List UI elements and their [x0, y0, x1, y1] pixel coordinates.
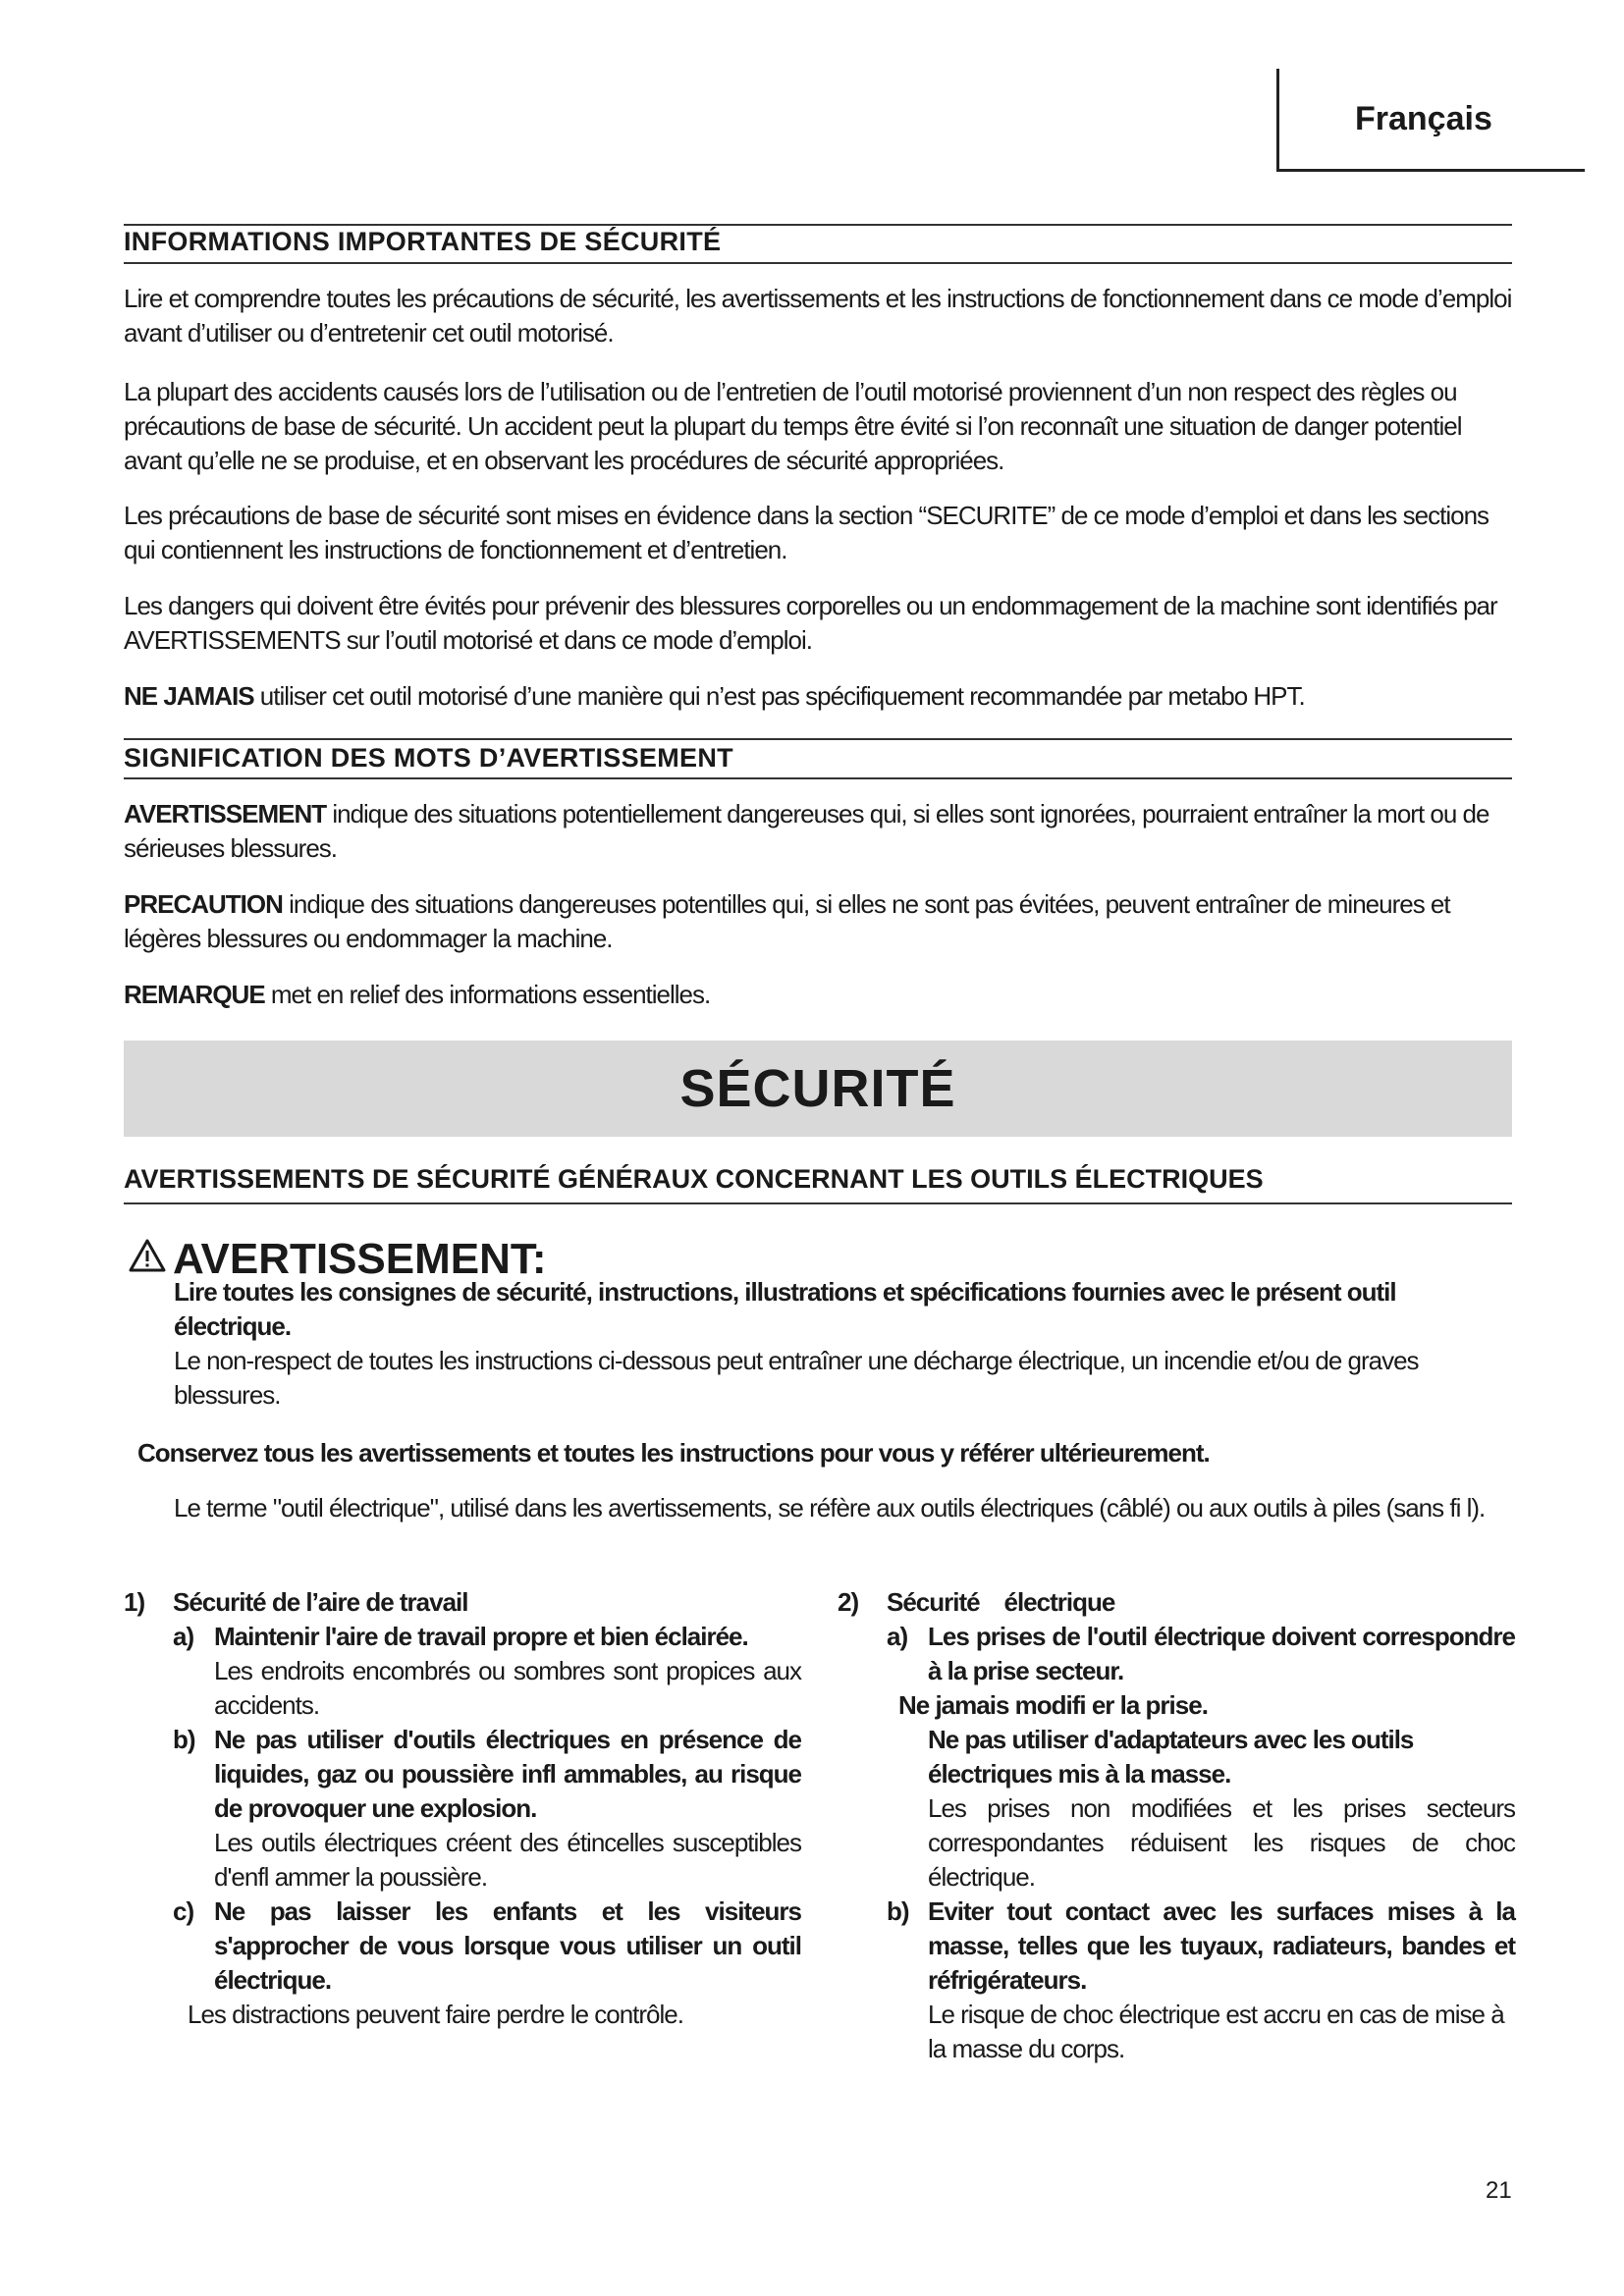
- language-tab-border: [1276, 69, 1279, 171]
- paragraph: NE JAMAIS utiliser cet outil motorisé d’une manière qui n’est pas spécifiquement recommandée par metabo HPT.: [124, 681, 1305, 711]
- rule-text: Les prises non modifiées et les prises secteurs correspondantes réduisent les risques de choc électrique.: [928, 1793, 1515, 1892]
- divider: [124, 738, 1512, 740]
- rule-text: Les distractions peuvent faire perdre le contrôle.: [188, 2000, 683, 2029]
- rule-bold: Ne pas utiliser d'adaptateurs avec les outils électriques mis à la masse.: [928, 1725, 1414, 1789]
- page-number: 21: [1486, 2177, 1512, 2204]
- safety-banner: SÉCURITÉ: [124, 1041, 1512, 1137]
- divider: [124, 1202, 1512, 1204]
- paragraph: Lire et comprendre toutes les précautions de sécurité, les avertissements et les instructions de fonctionnement dans ce mode d’emploi avant d’utiliser ou d’entretenir cet outil motorisé.: [124, 284, 1512, 347]
- divider: [124, 224, 1512, 226]
- definition: AVERTISSEMENT indique des situations potentiellement dangereuses qui, si elles sont ignorées, pourraient entraîner la mort ou de sérieuses blessures.: [124, 799, 1489, 863]
- rule-bold: Ne pas utiliser d'outils électriques en présence de liquides, gaz ou poussière infl ammables, au risque de provoquer une explosion.: [214, 1725, 801, 1823]
- paragraph: Les dangers qui doivent être évités pour prévenir des blessures corporelles ou un endommagement de la machine sont identifiés par AVERTISSEMENTS sur l’outil motorisé et dans ce mode d’emploi.: [124, 591, 1497, 655]
- language-label: Français: [1355, 100, 1492, 137]
- emphasis: NE JAMAIS: [124, 681, 254, 711]
- column-electrical-safety: 2) Sécurité électrique a) Les prises de l'outil électrique doivent correspondre à la prise secteur. Ne jamais modifi er la prise. Ne pas utiliser d'adaptateurs avec les outils électriques mis à la masse. Les prises non modifiées et les prises secteurs correspondantes réduisent les risques de choc électrique. b) Eviter tout contact avec les surfaces mises à la masse, telles que les tuyaux, radiateurs, bandes et réfrigérateurs. Le risque de choc électrique est accru en cas de mise à la masse du corps.: [838, 1585, 1515, 2066]
- divider: [124, 262, 1512, 264]
- definition: PRECAUTION indique des situations dangereuses potentilles qui, si elles ne sont pas évitées, peuvent entraîner de mineures et légères blessures ou endommager la machine.: [124, 889, 1450, 953]
- divider: [124, 777, 1512, 779]
- column-work-area-safety: 1) Sécurité de l’aire de travail a) Maintenir l'aire de travail propre et bien éclairée. Les endroits encombrés ou sombres sont propices aux accidents. b) Ne pas utiliser d'outils électriques en présence de liquides, gaz ou poussière infl ammables, au risque de provoquer une explosion. Les outils électriques créent des étincelles susceptibles d'enfl ammer la poussière. c) Ne pas laisser les enfants et les visiteurs s'approcher de vous lorsque vous utiliser un outil électrique. Les distractions peuvent faire perdre le contrôle.: [124, 1585, 801, 2032]
- term-definition: Le terme "outil électrique", utilisé dans les avertissements, se réfère aux outils électriques (câblé) ou aux outils à piles (sans fi l).: [174, 1493, 1486, 1522]
- rule-bold: Maintenir l'aire de travail propre et bien éclairée.: [214, 1622, 748, 1651]
- rule-text: Le risque de choc électrique est accru en cas de mise à la masse du corps.: [928, 2000, 1504, 2063]
- rule-bold: Ne jamais modifi er la prise.: [898, 1690, 1208, 1720]
- section-heading: INFORMATIONS IMPORTANTES DE SÉCURITÉ: [124, 227, 722, 256]
- paragraph: Les précautions de base de sécurité sont mises en évidence dans la section “SECURITE” de ce mode d’emploi et dans les sections qui contiennent les instructions de fonctionnement et d’entretien.: [124, 501, 1489, 564]
- rule-text: Les endroits encombrés ou sombres sont propices aux accidents.: [214, 1656, 801, 1720]
- rule-bold: Ne pas laisser les enfants et les visiteurs s'approcher de vous lorsque vous utiliser un outil électrique.: [214, 1896, 801, 1995]
- rule-text: Les outils électriques créent des étincelles susceptibles d'enfl ammer la poussière.: [214, 1828, 801, 1892]
- subsection-title: Sécurité de l’aire de travail: [173, 1587, 468, 1617]
- warning-triangle-icon: [128, 1235, 167, 1284]
- warning-instruction: Lire toutes les consignes de sécurité, instructions, illustrations et spécifications fournies avec le présent outil électrique.: [174, 1277, 1396, 1341]
- warning-text: Le non-respect de toutes les instructions ci-dessous peut entraîner une décharge électrique, un incendie et/ou de graves blessures.: [174, 1346, 1419, 1410]
- section-heading: AVERTISSEMENTS DE SÉCURITÉ GÉNÉRAUX CONCERNANT LES OUTILS ÉLECTRIQUES: [124, 1164, 1264, 1194]
- subsection-title: Sécurité électrique: [887, 1587, 1115, 1617]
- section-heading: SIGNIFICATION DES MOTS D’AVERTISSEMENT: [124, 743, 733, 773]
- keep-instructions: Conservez tous les avertissements et toutes les instructions pour vous y référer ultérieurement.: [137, 1438, 1210, 1468]
- rule-bold: Les prises de l'outil électrique doivent correspondre à la prise secteur.: [928, 1622, 1515, 1685]
- definition: REMARQUE met en relief des informations essentielles.: [124, 980, 711, 1009]
- rule-bold: Eviter tout contact avec les surfaces mises à la masse, telles que les tuyaux, radiateurs, bandes et réfrigérateurs.: [928, 1896, 1515, 1995]
- warning-heading: AVERTISSEMENT:: [128, 1235, 547, 1284]
- language-tab-border: [1276, 169, 1585, 172]
- paragraph: La plupart des accidents causés lors de l’utilisation ou de l’entretien de l’outil motorisé proviennent d’un non respect des règles ou précautions de base de sécurité. Un accident peut la plupart du temps être évité si l’on reconnaît une situation de danger potentiel avant qu’elle ne se produise, et en observant les procédures de sécurité appropriées.: [124, 377, 1462, 475]
